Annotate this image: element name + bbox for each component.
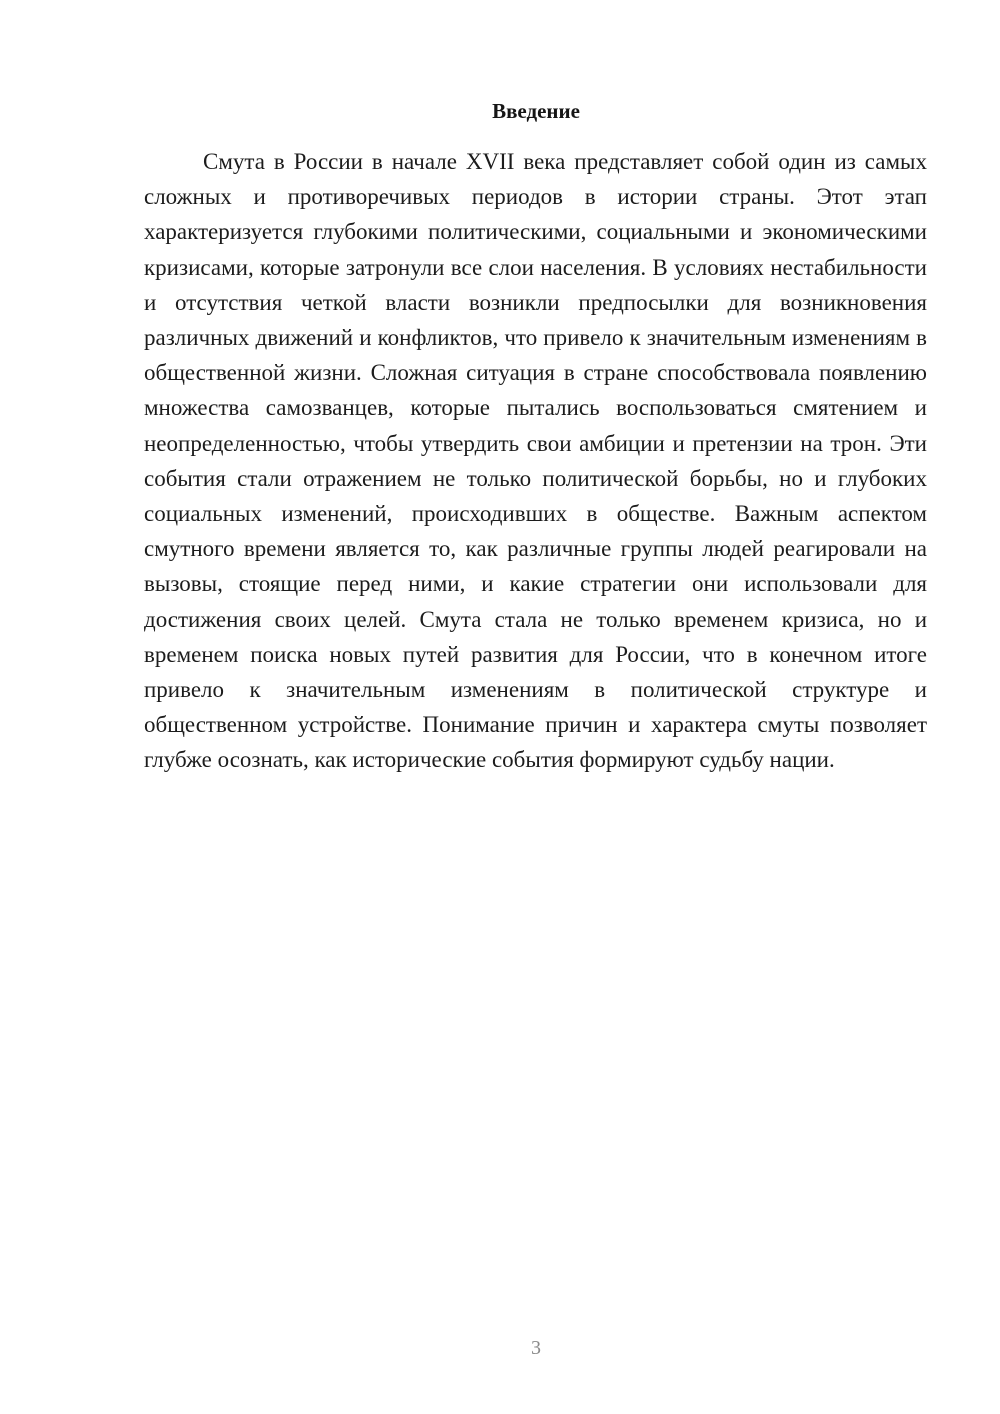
section-heading: Введение [492,99,580,123]
body-paragraph: Смута в России в начале XVII века представляет собой один из самых сложных и противоречивых периодов в истории страны. Этот этап характеризуется глубокими политическими, социальными и экономическими кризисами, которые затронули все слои населения. В условиях нестабильности и отсутствия четкой власти возникли предпосылки для возникновения различных движений и конфликтов, что привело к значительным изменениям в общественной жизни. Сложная ситуация в стране способствовала появлению множества самозванцев, которые пытались воспользоваться смятением и неопределенностью, чтобы утвердить свои амбиции и претензии на трон. Эти события стали отражением не только политической борьбы, но и глубоких социальных изменений, происходивших в обществе. Важным аспектом смутного времени является то, как различные группы людей реагировали на вызовы, стоящие перед ними, и какие стратегии они использовали для достижения своих целей. Смута стала не только временем кризиса, но и временем поиска новых путей развития для России, что в конечном итоге привело к значительным изменениям в политической структуре и общественном устройстве. Понимание причин и характера смуты позволяет глубже осознать, как исторические события формируют судьбу нации. [144,149,927,773]
page-number: 3 [531,1337,541,1359]
